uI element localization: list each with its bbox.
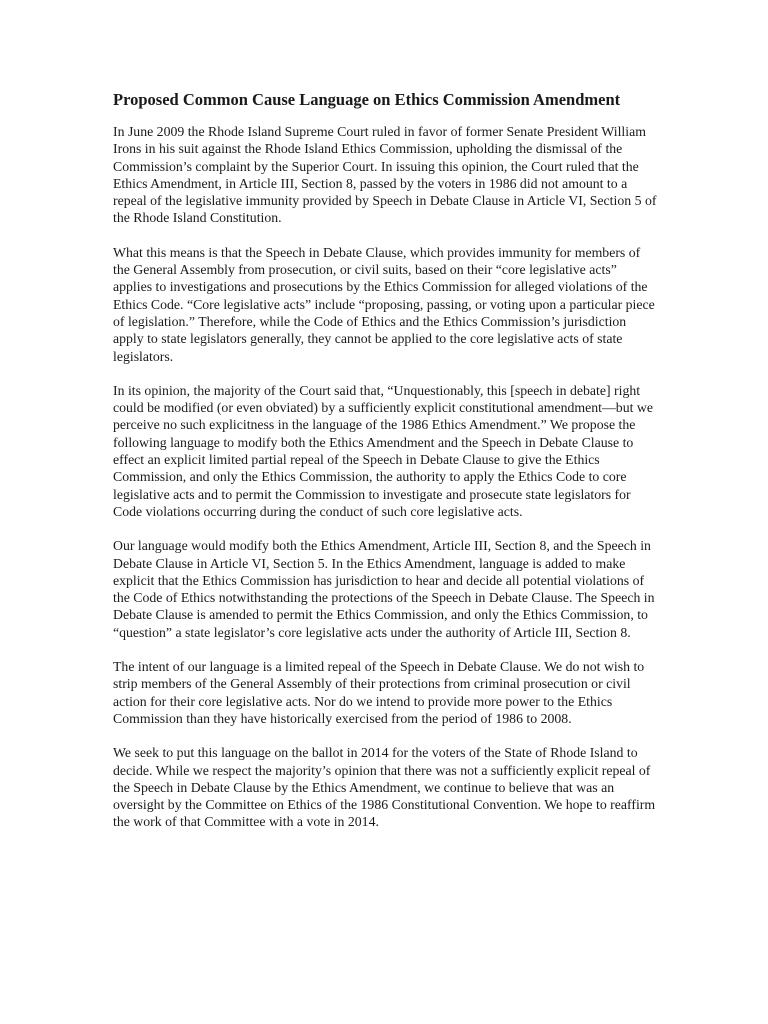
paragraph-court-opinion-proposal: In its opinion, the majority of the Court said that, “Unquestionably, this [speech in debate] right could be modified (or even obviated) by a sufficiently explicit constitutional amendment—but we perceive no such explicitness in the language of the 1986 Ethics Amendment.” We propose the following language to modify both the Ethics Amendment and the Speech in Debate Clause to effect an explicit limited partial repeal of the Speech in Debate Clause to give the Ethics Commission, and only the Ethics Commission, the authority to apply the Ethics Code to core legislative acts and to permit the Commission to investigate and prosecute state legislators for Code violations occurring during the conduct of such core legislative acts. (113, 382, 653, 519)
paragraph-speech-in-debate-meaning: What this means is that the Speech in Debate Clause, which provides immunity for members of the General Assembly from prosecution, or civil suits, based on their “core legislative acts” applies to investigations and prosecutions by the Ethics Commission for alleged violations of the Ethics Code. “Core legislative acts” include “proposing, passing, or voting upon a particular piece of legislation.” Therefore, while the Code of Ethics and the Ethics Commission’s jurisdiction apply to state legislators generally, they cannot be applied to the core legislative acts of state legislators. (113, 244, 655, 364)
document-page (113, 90, 658, 848)
paragraph-court-ruling: In June 2009 the Rhode Island Supreme Court ruled in favor of former Senate President William Irons in his suit against the Rhode Island Ethics Commission, upholding the dismissal of the Commission’s complaint by the Superior Court. In issuing this opinion, the Court ruled that the Ethics Amendment, in Article III, Section 8, passed by the voters in 1986 did not amount to a repeal of the legislative immunity provided by Speech in Debate Clause in Article VI, Section 5 of the Rhode Island Constitution. (113, 124, 657, 226)
document-title: Proposed Common Cause Language on Ethics Commission Amendment (113, 90, 621, 109)
paragraph-ballot-2014: We seek to put this language on the ballot in 2014 for the voters of the State of Rhode Island to decide. While we respect the majority’s opinion that there was not a sufficiently explicit repeal of the Speech in Debate Clause by the Ethics Amendment, we continue to believe that was an oversight by the Committee on Ethics of the 1986 Constitutional Convention. We hope to reaffirm the work of that Committee with a vote in 2014. (113, 745, 656, 830)
paragraph-language-modification: Our language would modify both the Ethics Amendment, Article III, Section 8, and the Speech in Debate Clause in Article VI, Section 5. In the Ethics Amendment, language is added to make explicit that the Ethics Commission has jurisdiction to hear and decide all potential violations of the Code of Ethics notwithstanding the protections of the Speech in Debate Clause. The Speech in Debate Clause is amended to permit the Ethics Commission, and only the Ethics Commission, to “question” a state legislator’s core legislative acts under the authority of Article III, Section 8. (113, 538, 655, 640)
paragraph-intent: The intent of our language is a limited repeal of the Speech in Debate Clause. We do not wish to strip members of the General Assembly of their protections from criminal prosecution or civil action for their core legislative acts. Nor do we intend to provide more power to the Ethics Commission than they have historically exercised from the period of 1986 to 2008. (113, 659, 645, 726)
